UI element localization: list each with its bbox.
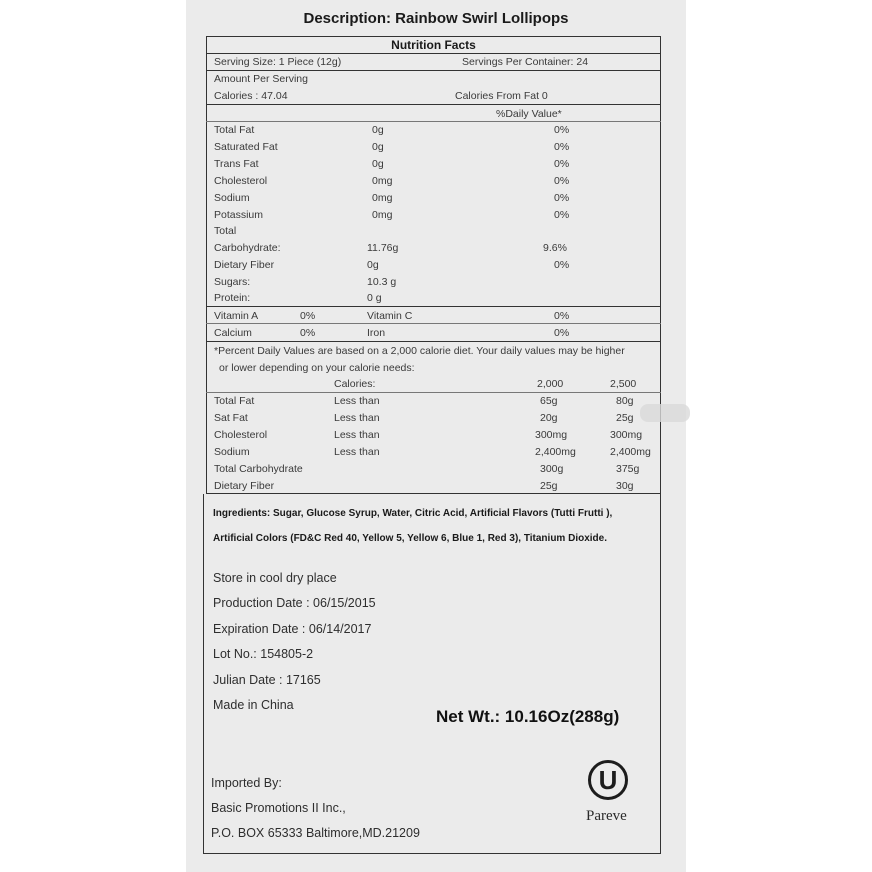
vitamin-name: Calcium bbox=[214, 327, 252, 339]
page-margin bbox=[686, 0, 872, 872]
kosher-ou-icon bbox=[588, 760, 628, 800]
reference-value-2500: 375g bbox=[616, 463, 640, 475]
reference-qualifier: Less than bbox=[334, 412, 380, 424]
reference-name: Total Fat bbox=[214, 395, 255, 407]
daily-value-header: %Daily Value* bbox=[496, 108, 562, 120]
serving-size: Serving Size: 1 Piece (12g) bbox=[214, 56, 342, 68]
divider bbox=[206, 323, 661, 324]
net-weight: Net Wt.: 10.16Oz(288g) bbox=[436, 707, 620, 726]
reference-value-2500: 300mg bbox=[610, 429, 643, 441]
divider bbox=[206, 121, 661, 122]
reference-qualifier: Less than bbox=[334, 429, 380, 441]
calories-from-fat: Calories From Fat 0 bbox=[455, 90, 548, 102]
nutrient-amount: 0mg bbox=[372, 175, 393, 187]
nutrient-dv: 9.6% bbox=[543, 242, 567, 254]
divider bbox=[206, 104, 661, 105]
divider bbox=[206, 53, 661, 54]
nutrient-name: Sodium bbox=[214, 192, 250, 204]
reference-name: Cholesterol bbox=[214, 429, 268, 441]
importer-address: P.O. BOX 65333 Baltimore,MD.21209 bbox=[211, 826, 420, 840]
expiration-date: Expiration Date : 06/14/2017 bbox=[213, 622, 372, 636]
reference-value-2500: 25g bbox=[616, 412, 634, 424]
nutrient-name: Protein: bbox=[214, 292, 251, 304]
reference-header-2500: 2,500 bbox=[610, 378, 637, 390]
storage-instruction: Store in cool dry place bbox=[213, 571, 337, 585]
vitamin-name: Vitamin A bbox=[214, 310, 259, 322]
nutrient-amount: 0mg bbox=[372, 192, 393, 204]
reference-qualifier: Less than bbox=[334, 395, 380, 407]
reference-name: Dietary Fiber bbox=[214, 480, 275, 492]
nutrient-amount: 0mg bbox=[372, 209, 393, 221]
nutrient-name: Saturated Fat bbox=[214, 141, 278, 153]
reference-value-2000: 2,400mg bbox=[535, 446, 576, 458]
nutrient-name: Total Fat bbox=[214, 124, 255, 136]
kosher-pareve-label: Pareve bbox=[586, 808, 627, 824]
reference-value-2000: 65g bbox=[540, 395, 558, 407]
nutrient-name: Carbohydrate: bbox=[214, 242, 281, 254]
vitamin-value: 0% bbox=[300, 327, 316, 339]
reference-value-2500: 80g bbox=[616, 395, 634, 407]
divider bbox=[206, 306, 661, 307]
reference-name: Sodium bbox=[214, 446, 250, 458]
nutrient-dv: 0% bbox=[554, 141, 570, 153]
vitamin-name: Iron bbox=[367, 327, 386, 339]
importer-label: Imported By: bbox=[211, 776, 282, 790]
nutrient-dv: 0% bbox=[554, 175, 570, 187]
nutrient-amount: 0g bbox=[372, 124, 384, 136]
nutrient-amount: 0g bbox=[372, 158, 384, 170]
kosher-ou-letter: U bbox=[598, 765, 618, 795]
production-date: Production Date : 06/15/2015 bbox=[213, 596, 376, 610]
reference-value-2000: 300g bbox=[540, 463, 564, 475]
divider bbox=[206, 341, 661, 342]
nutrient-amount: 11.76g bbox=[367, 242, 399, 254]
nutrient-dv: 0% bbox=[554, 158, 570, 170]
julian-date: Julian Date : 17165 bbox=[213, 673, 321, 687]
reference-value-2000: 25g bbox=[540, 480, 558, 492]
importer-name: Basic Promotions II Inc., bbox=[211, 801, 346, 815]
reference-name: Total Carbohydrate bbox=[214, 463, 303, 475]
footnote: or lower depending on your calorie needs: bbox=[219, 362, 415, 374]
vitamin-value: 0% bbox=[300, 310, 316, 322]
amount-per-serving: Amount Per Serving bbox=[214, 73, 308, 85]
smudge-mark bbox=[640, 404, 690, 422]
product-title: Description: Rainbow Swirl Lollipops bbox=[303, 10, 569, 27]
nutrition-facts-header: Nutrition Facts bbox=[391, 38, 476, 52]
nutrient-name: Dietary Fiber bbox=[214, 259, 275, 271]
reference-value-2000: 20g bbox=[540, 412, 558, 424]
nutrient-dv: 0% bbox=[554, 259, 570, 271]
country-of-origin: Made in China bbox=[213, 698, 294, 712]
reference-header-2000: 2,000 bbox=[537, 378, 564, 390]
nutrient-dv: 0% bbox=[554, 209, 570, 221]
nutrient-name: Trans Fat bbox=[214, 158, 259, 170]
lot-number: Lot No.: 154805-2 bbox=[213, 647, 314, 661]
nutrient-amount: 0g bbox=[372, 141, 384, 153]
servings-per-container: Servings Per Container: 24 bbox=[462, 56, 589, 68]
reference-header-label: Calories: bbox=[334, 378, 376, 390]
nutrient-dv: 0% bbox=[554, 192, 570, 204]
nutrient-dv: 0% bbox=[554, 124, 570, 136]
reference-name: Sat Fat bbox=[214, 412, 248, 424]
vitamin-value: 0% bbox=[554, 327, 570, 339]
ingredients-line: Artificial Colors (FD&C Red 40, Yellow 5, Yellow 6, Blue 1, Red 3), Titanium Dioxide. bbox=[213, 533, 607, 544]
nutrient-name: Sugars: bbox=[214, 276, 251, 288]
calories: Calories : 47.04 bbox=[214, 90, 288, 102]
vitamin-value: 0% bbox=[554, 310, 570, 322]
divider bbox=[206, 70, 661, 71]
nutrient-amount: 0g bbox=[367, 259, 379, 271]
reference-qualifier: Less than bbox=[334, 446, 380, 458]
reference-value-2500: 2,400mg bbox=[610, 446, 651, 458]
vitamin-name: Vitamin C bbox=[367, 310, 413, 322]
divider bbox=[206, 392, 661, 393]
footnote: *Percent Daily Values are based on a 2,000 calorie diet. Your daily values may be higher bbox=[214, 345, 625, 357]
nutrient-name: Cholesterol bbox=[214, 175, 268, 187]
nutrient-amount: 0 g bbox=[367, 292, 382, 304]
nutrient-name: Total bbox=[214, 225, 237, 237]
ingredients-line: Ingredients: Sugar, Glucose Syrup, Water, Citric Acid, Artificial Flavors (Tutti Frutti ), bbox=[213, 508, 613, 519]
reference-value-2000: 300mg bbox=[535, 429, 568, 441]
nutrient-amount: 10.3 g bbox=[367, 276, 397, 288]
nutrient-name: Potassium bbox=[214, 209, 264, 221]
reference-value-2500: 30g bbox=[616, 480, 634, 492]
